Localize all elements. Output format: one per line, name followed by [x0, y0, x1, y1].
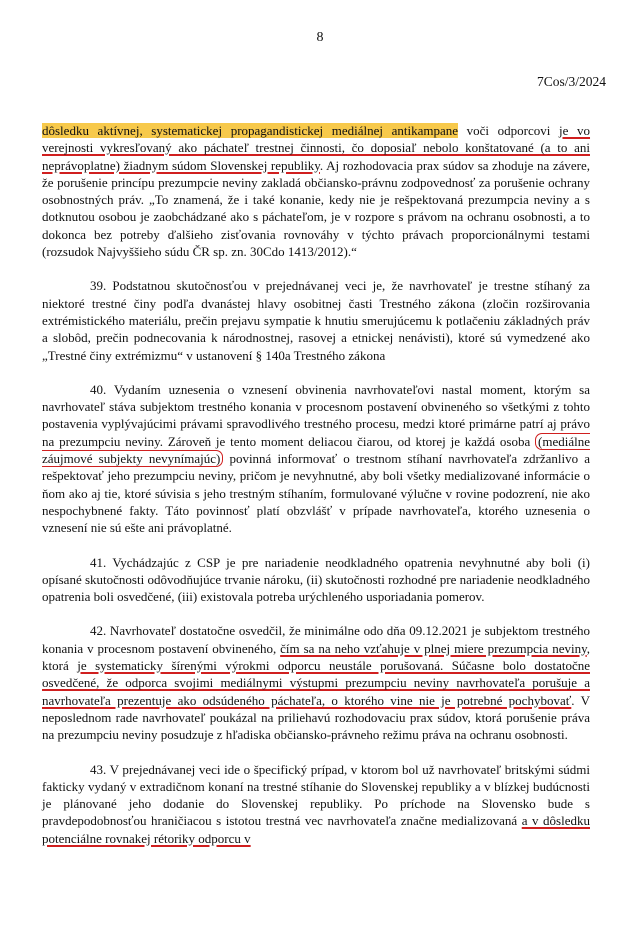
- underlined-text: čím sa na neho vzťahuje v plnej miere prezumpcia neviny: [280, 640, 587, 656]
- document-body: [42, 122, 590, 847]
- text-segment: . Aj rozhodovacia prax súdov sa zhoduje na závere, že porušenie princípu prezumpcie neviny zakladá občiansko-právnu zodpovednosť za porušenie ochrany osobnostných práv. „To znamená, že i také konanie, kedy nie je rešpektovaná prezumpcia neviny a s dotknutou osobou je zaobchádzané ako s páchateľom, je v rozpore s právom na ochranu osobnosti, a to dokonca bez potreby ďalšieho zisťovania rovnováhy v týchto právach proporcionálnymi testami (rozsudok Najvyššieho súdu ČR sp. zn. 30Cdo 1413/2012).“: [42, 157, 591, 260]
- paragraph-41: 41. Vychádzajúc z CSP je pre nariadenie neodkladného opatrenia nevyhnutné aby boli (i) opísané skutočnosti odôvodňujúce trvanie nároku, (ii) skutočnosti rozhodné pre nariadenie neodkladného opatrenia boli osvedčené, (iii) existovala potreba urýchleného usporiadania pomerov.: [42, 554, 590, 605]
- boxed-text: (mediálne záujmové subjekty nevynímajúc): [42, 433, 590, 467]
- paragraph-continuation: [42, 122, 590, 260]
- paragraph-42: [42, 622, 590, 743]
- text-segment: 43. V prejednávanej veci ide o špecifický prípad, v ktorom bol už navrhovateľ britskými súdmi fakticky vydaný v extradičnom konaní na trestné stíhanie do Slovenskej republiky a v blízkej budúcnosti je plánované jeho dodanie do Slovenskej republiky. Po príchode na Slovensko bude s pravdepodobnosťou hraničiacou s istotou trestná vec navrhovateľa značne medializovaná: [42, 761, 590, 829]
- paragraph-43: [42, 761, 590, 847]
- text-segment: povinná informovať o trestnom stíhaní navrhovateľa zdržanlivo a rešpektovať jeho prezumpciu neviny, pričom je nevyhnutné, aby boli všetky medializované informácie o ňom ako aj tie, ktoré súvisia s jeho trestným stíhaním, formulované výlučne v rovine podozrení, nie ako nespochybnené fakty. Táto povinnosť platí obzvlášť v prípade navrhovateľa, ktorého uznesenia o vznesení nie sú ešte ani právoplatné.: [42, 451, 590, 536]
- underlined-text: a v dôsledku potenciálne rovnakej rétoriky odporcu v: [42, 813, 590, 846]
- text-segment: 42. Navrhovateľ dostatočne osvedčil, že minimálne odo dňa 09.12.2021 je subjektom trestného konania v procesnom postavení obvineného,: [42, 623, 590, 656]
- underlined-text: je systematicky šírenými výrokmi odporcu neustále porušovaná. Súčasne bolo dostatočne osvedčené, že odporca svojimi mediálnymi výstupmi prezumpciu neviny navrhovateľa porušuje a navrhovateľa prezentuje ako odsúdeného páchateľa, o ktorého vine nie je potrebné pochybovať: [42, 658, 590, 708]
- text-segment: . V neposlednom rade navrhovateľ poukázal na priliehavú rozhodovaciu prax súdov, ktorá porušenie práva na prezumpciu neviny posudzuje z hľadiska občiansko-právneho režimu práva na ochranu osobnosti.: [42, 692, 591, 743]
- text-segment: 40. Vydaním uznesenia o vznesení obvinenia navrhovateľovi nastal moment, ktorým sa navrhovateľ stáva subjektom trestného konania v procesnom postavení obvineného so všetkými z tohto postavenia vyplývajúcimi právami spravodlivého trestného procesu, medzi ktoré primárne patrí aj právo na prezumpciu neviny. Zároveň je tento moment deliacou čiarou, od ktorej je každá osoba: [42, 381, 590, 449]
- paragraph-40: [42, 381, 590, 537]
- page-number: 8: [316, 30, 324, 45]
- file-reference: 7Cos/3/2024: [536, 74, 606, 89]
- text-segment: voči odporcovi: [458, 123, 559, 138]
- text-segment: , ktorá: [42, 640, 590, 674]
- highlighted-text: dôsledku aktívnej, systematickej propagandistickej mediálnej antikampane: [42, 123, 459, 138]
- paragraph-39: 39. Podstatnou skutočnosťou v prejednávanej veci je, že navrhovateľ je trestne stíhaný za niektoré trestné činy podľa dvanástej hlavy osobitnej časti Trestného zákona (zločin rozširovania extrémistického materiálu, prečin prejavu sympatie k hnutiu smerujúcemu k potlačeniu základných práv a slobôd, prečin podnecovania k národnostnej, rasovej a etnickej nenávisti), ktoré sú vymedzené ako „Trestné činy extrémizmu“ v ustanovení § 140a Trestného zákona: [42, 278, 590, 363]
- underlined-text: je vo verejnosti vykresľovaný ako páchateľ trestnej činnosti, čo doposiaľ nebolo konštatované (a to ani neprávoplatne) žiadnym súdom Slovenskej republiky: [42, 123, 591, 173]
